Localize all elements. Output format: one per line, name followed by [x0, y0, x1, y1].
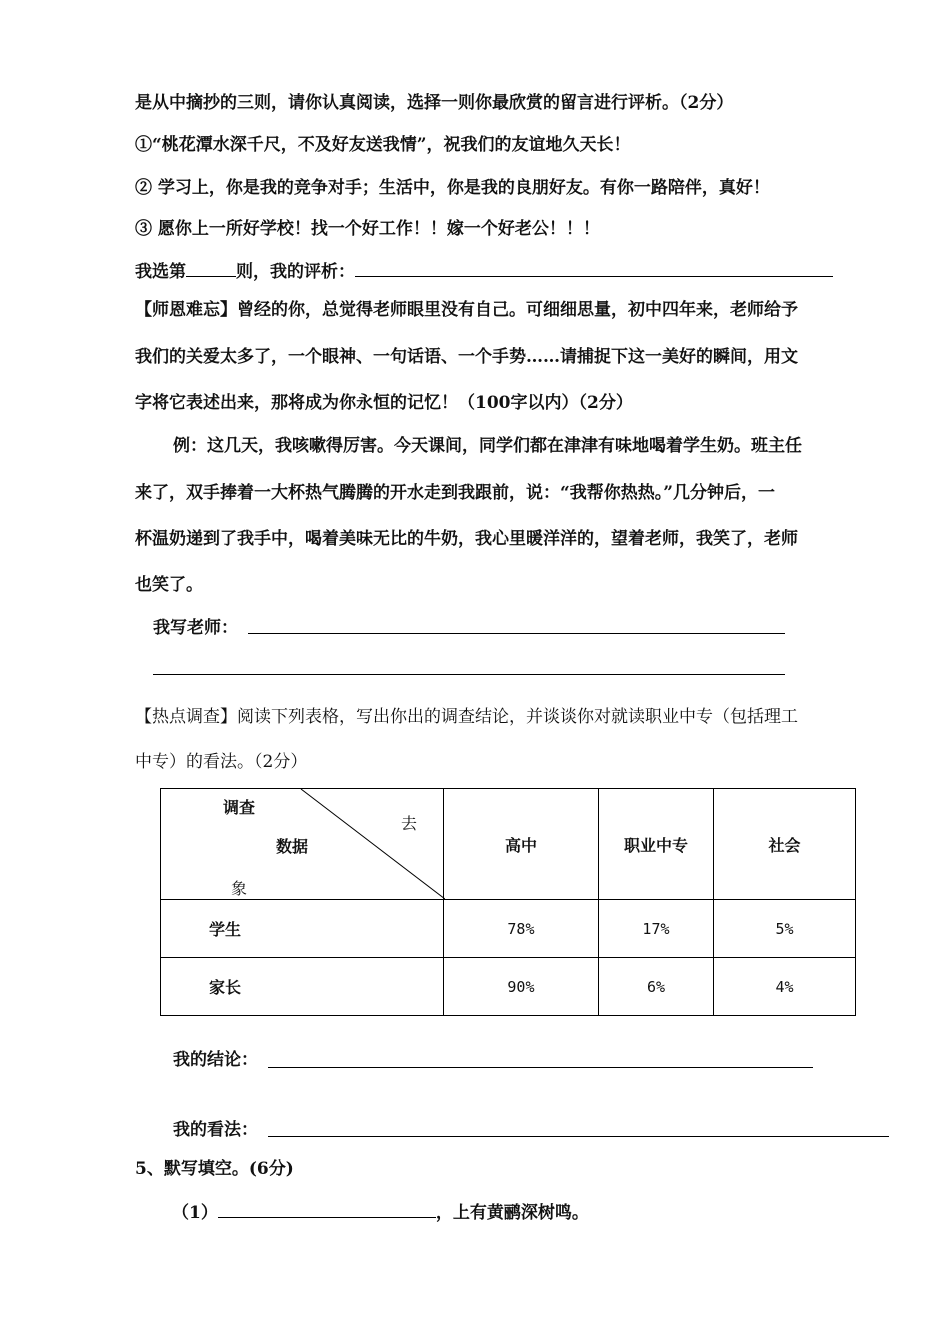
example-line-3: 杯温奶递到了我手中，喝着美味无比的牛奶，我心里暖洋洋的，望着老师，我笑了，老师 [135, 529, 798, 549]
cell-value: 78% [444, 900, 599, 958]
cell-value: 90% [444, 958, 599, 1016]
intro-line: 是从中摘抄的三则，请你认真阅读，选择一则你最欣赏的留言进行评析。（2分） [135, 93, 734, 113]
row-label-parents: 家长 [161, 958, 444, 1016]
header-destination: 去 [401, 814, 418, 833]
fill-text: ，上有黄鹂深树鸣。 [435, 1203, 589, 1223]
write-teacher-blank-1[interactable] [248, 633, 785, 634]
row-label-students: 学生 [161, 900, 444, 958]
fill-line-1 [172, 1199, 589, 1225]
comment-label: 则，我的评析： [236, 262, 355, 282]
choice-blank[interactable] [186, 258, 236, 277]
example-line-4: 也笑了。 [135, 575, 203, 595]
comment-blank[interactable] [355, 258, 833, 277]
cell-value: 17% [598, 900, 713, 958]
example-line-2: 来了，双手捧着一大杯热气腾腾的开水走到我跟前，说：“我帮你热热。”几分钟后，一 [135, 483, 776, 503]
col-vocational: 职业中专 [598, 789, 713, 900]
fill-number: （1） [172, 1203, 218, 1223]
teacher-prompt-3: 字将它表述出来，那将成为你永恒的记忆！（100字以内）（2分） [135, 393, 633, 413]
table-header-row [161, 789, 856, 900]
header-object: 象 [231, 879, 248, 898]
teacher-prompt-2: 我们的关爱太多了，一个眼神、一句话语、一个手势……请捕捉下这一美好的瞬间，用文 [135, 347, 798, 367]
table-row [161, 958, 856, 1016]
message-2: ② 学习上，你是我的竞争对手；生活中，你是我的良朋好友。有你一路陪伴，真好！ [135, 178, 770, 198]
example-line-1: 例：这几天，我咳嗽得厉害。今天课间，同学们都在津津有味地喝着学生奶。班主任 [173, 436, 802, 456]
header-data: 数据 [276, 837, 309, 856]
col-society: 社会 [714, 789, 856, 900]
opinion-label: 我的看法： [173, 1120, 258, 1140]
conclusion-blank[interactable] [268, 1067, 813, 1068]
conclusion-label: 我的结论： [173, 1050, 258, 1070]
cell-value: 5% [714, 900, 856, 958]
write-teacher-blank-2[interactable] [153, 674, 785, 675]
cell-value: 6% [598, 958, 713, 1016]
message-1: ①“桃花潭水深千尺，不及好友送我情”，祝我们的友谊地久天长！ [135, 135, 631, 155]
header-survey: 调查 [223, 798, 256, 817]
message-3: ③ 愿你上一所好学校！找一个好工作！！嫁一个好老公！！！ [135, 219, 600, 239]
diagonal-header-cell [161, 789, 444, 900]
survey-table [160, 788, 856, 1016]
teacher-prompt-1: 【师恩难忘】曾经的你，总觉得老师眼里没有自己。可细细思量，初中四年来，老师给予 [135, 300, 798, 320]
survey-prompt-2: 中专）的看法。（2分） [135, 752, 308, 772]
cell-value: 4% [714, 958, 856, 1016]
survey-prompt-1: 【热点调查】阅读下列表格，写出你出的调查结论，并谈谈你对就读职业中专（包括理工 [135, 707, 798, 727]
fill-blank-1[interactable] [218, 1199, 436, 1218]
opinion-blank[interactable] [268, 1136, 889, 1137]
choice-line [135, 258, 833, 284]
write-teacher-label: 我写老师： [153, 618, 238, 638]
choice-label: 我选第 [135, 262, 186, 282]
table-row [161, 900, 856, 958]
section-5-title: 5、默写填空。(6分) [135, 1159, 294, 1179]
col-high-school: 高中 [444, 789, 599, 900]
